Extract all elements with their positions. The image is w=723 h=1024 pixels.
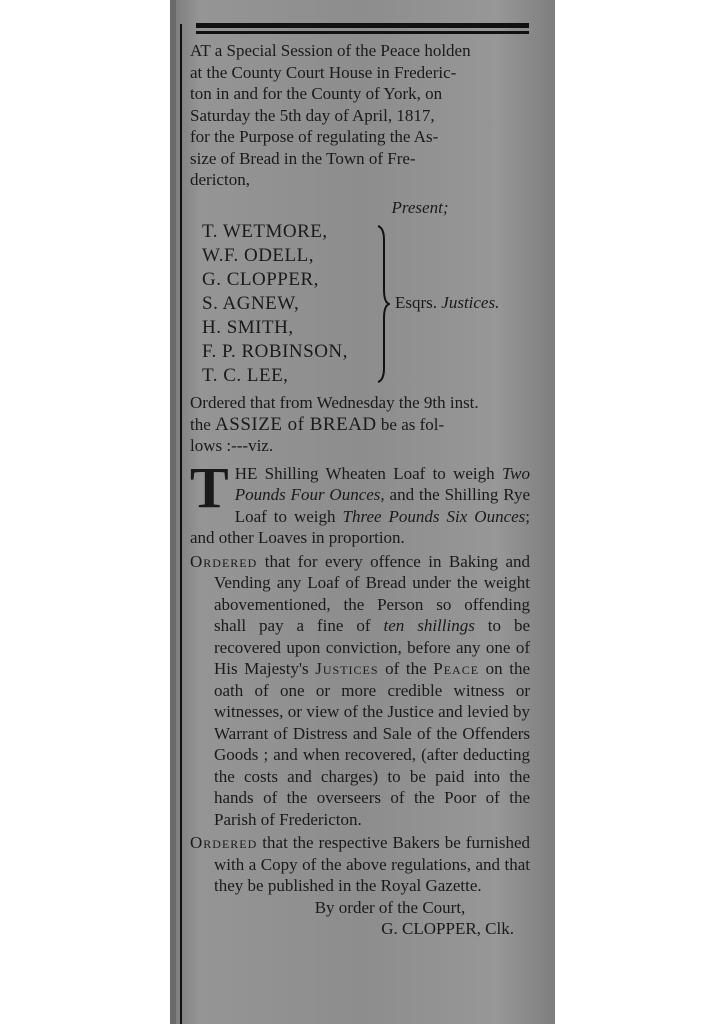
order-penalty: [190, 551, 530, 831]
header-line: dericton,: [190, 170, 250, 189]
header-line: at the County Court House in Frederic-: [190, 62, 457, 82]
order-publication: [190, 832, 530, 897]
assize-heading: ASSIZE of BREAD: [215, 413, 377, 435]
header-line: size of Bread in the Town of Fre-: [190, 148, 416, 168]
order-line: lows :---viz.: [190, 436, 274, 455]
header-line: Saturday the 5th day of April, 1817,: [190, 105, 435, 125]
order-text: be as fol-: [380, 414, 445, 434]
justice-name: H. SMITH,: [202, 317, 294, 338]
order-line: [190, 413, 530, 436]
present-label: Present;: [391, 197, 449, 217]
bread-weights-paragraph: [190, 454, 531, 549]
order-assize: [190, 392, 530, 457]
fine-amount: ten shillings: [383, 616, 475, 635]
justice-name: T. WETMORE,: [202, 221, 328, 242]
bread-text: HE Shilling Wheaten Loaf to weigh: [234, 463, 495, 483]
wheaten-weight: Two Pounds Four Ounces,: [234, 463, 531, 504]
peace-word: Peace: [433, 659, 480, 678]
header-line: for the Purpose of regulating the As-: [190, 127, 439, 146]
session-header: [190, 40, 530, 191]
justices-label: Justices.: [441, 293, 500, 312]
top-double-rule-thick: [196, 23, 529, 28]
justice-name: F. P. ROBINSON,: [202, 341, 348, 362]
drop-cap: T: [190, 454, 229, 520]
bread-text: and the Shilling Rye Loaf to weigh: [234, 485, 530, 526]
order-line: Ordered that from Wednesday the 9th inst.: [190, 393, 479, 412]
order-text: of the: [385, 659, 427, 678]
justices-list: [190, 220, 530, 388]
column-rule: [180, 24, 182, 1024]
order-text: on the oath of one or more credible witness or witnesses, or view of the Justice and levied by Warrant of Distress and Sale of the Offenders Goods ; and when recovered, (after deducting the costs and charges) to be paid into the hands of the overseers of the Poor of the Parish of Fredericton.: [214, 659, 531, 829]
esqrs-label: Esqrs.: [395, 293, 438, 312]
justices-title: [395, 292, 499, 314]
notice-text: [190, 40, 530, 940]
ordered-word: Ordered: [190, 833, 258, 852]
header-line: ton in and for the County of York, on: [190, 84, 443, 103]
justice-names: [202, 220, 348, 388]
top-double-rule-thin: [196, 31, 529, 34]
justice-name: S. AGNEW,: [202, 293, 300, 314]
order-text: that for every offence in Baking and Vending any Loaf of Bread under the weight abovementioned, the Person so offending shall pay a fine of: [214, 551, 531, 635]
rye-weight: Three Pounds Six Ounces: [342, 506, 526, 526]
curly-brace-icon: [376, 224, 390, 384]
justices-word: Justices: [315, 659, 379, 678]
header-line: AT a Special Session of the Peace holden: [190, 41, 471, 60]
order-text: to be recovered upon conviction, before any one of His Majesty's: [214, 616, 531, 678]
justice-name: W.F. ODELL,: [202, 245, 314, 266]
by-order-line: By order of the Court,: [314, 897, 466, 917]
column-shadow-edge: [170, 0, 176, 1024]
ordered-word: Ordered: [190, 551, 258, 571]
justice-name: T. C. LEE,: [202, 365, 289, 386]
justice-name: G. CLOPPER,: [202, 269, 319, 290]
order-text: the: [190, 414, 211, 434]
order-text: that the respective Bakers be furnished with a Copy of the above regulations, and that they be published in the Royal Gazette.: [214, 833, 530, 895]
bread-text: ; and other Loaves in proportion.: [190, 506, 531, 547]
clerk-signature: G. CLOPPER, Clk.: [381, 919, 514, 938]
